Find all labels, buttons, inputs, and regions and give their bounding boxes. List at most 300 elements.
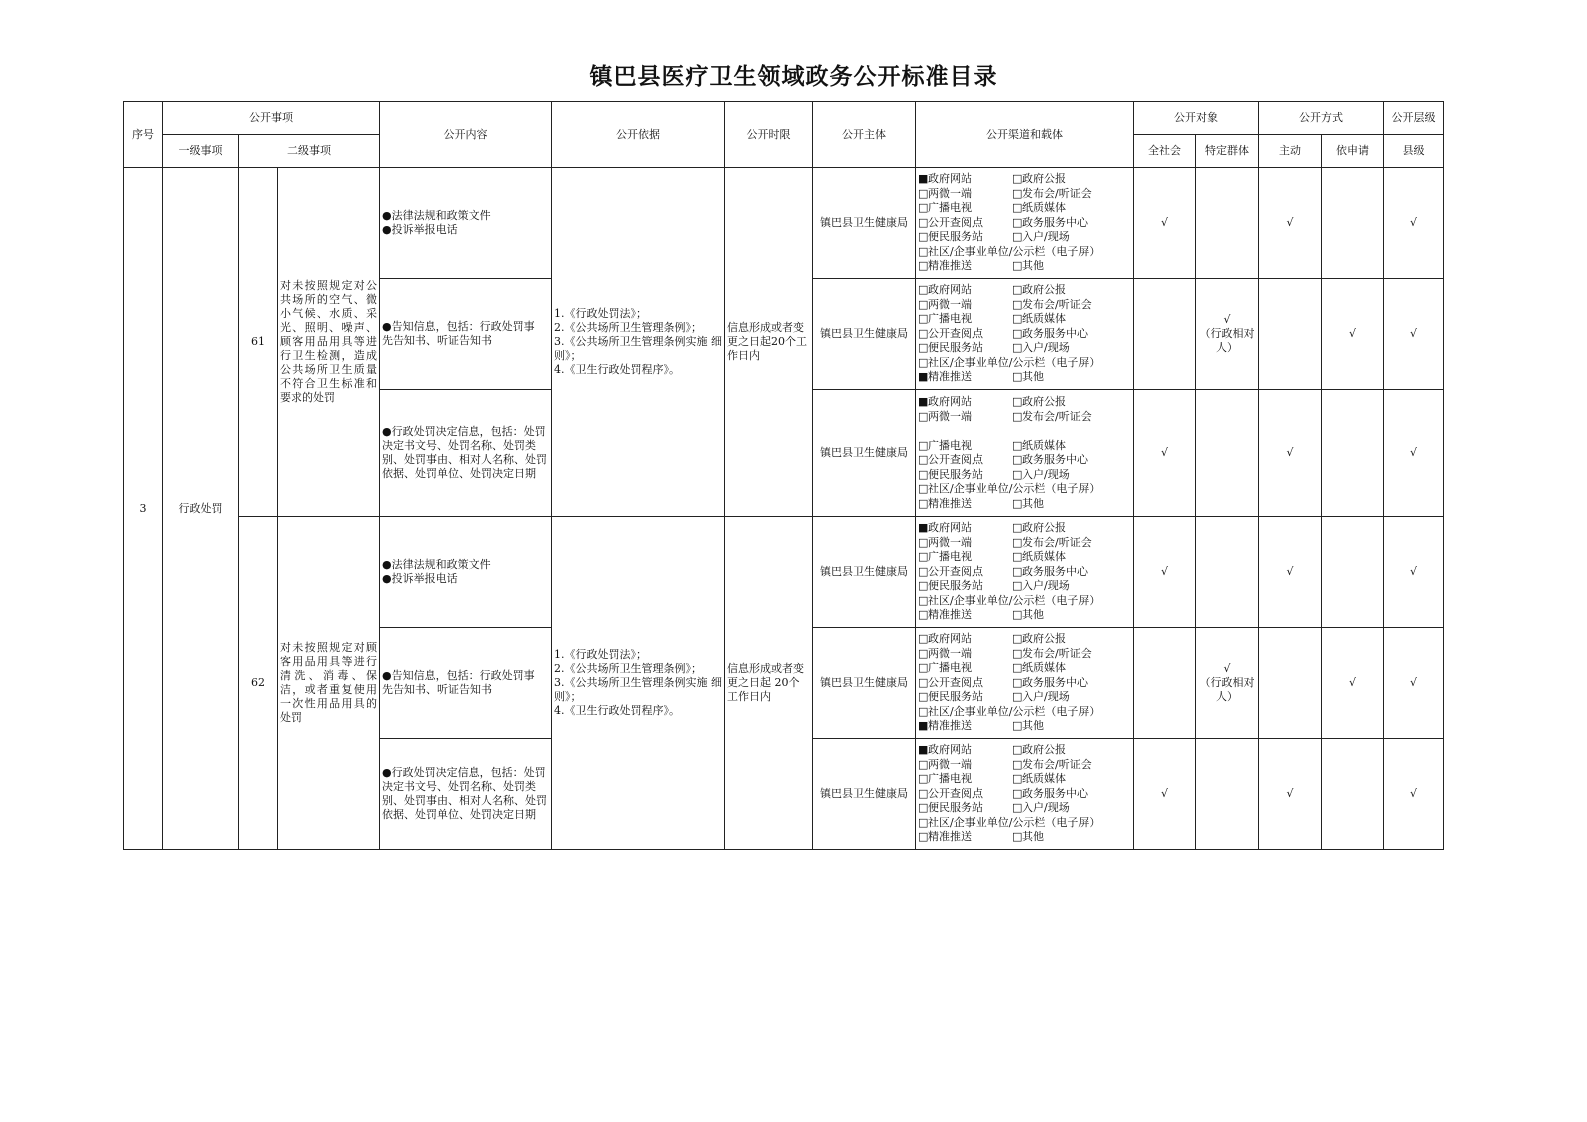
- channel-label: 广播电视: [928, 438, 973, 452]
- channel-option: [918, 216, 1012, 231]
- channel-option: [1012, 565, 1131, 580]
- county-mark: √: [1384, 517, 1444, 628]
- unchecked-box-icon: □: [918, 312, 929, 326]
- channel-option: [918, 187, 1012, 202]
- channel-option: [1012, 830, 1131, 845]
- unchecked-box-icon: □: [1012, 453, 1023, 466]
- unchecked-box-icon: □: [918, 215, 929, 229]
- channel-label: 两微一端: [928, 646, 973, 660]
- channel-label: 政府网站: [928, 172, 973, 186]
- unchecked-box-icon: □: [1012, 661, 1023, 675]
- channel-option: [1012, 801, 1131, 816]
- header-subject: 公开主体: [813, 102, 916, 168]
- channel-option: [1012, 424, 1131, 439]
- county-mark: √: [1384, 168, 1444, 279]
- subject-cell: 镇巴县卫生健康局: [813, 279, 916, 390]
- county-mark: √: [1384, 390, 1444, 517]
- unchecked-box-icon: □: [1012, 535, 1023, 549]
- unchecked-box-icon: □: [918, 815, 929, 829]
- content-cell: ●法律法规和政策文件 ●投诉举报电话: [380, 168, 552, 279]
- channel-label: 公开查阅点: [928, 564, 984, 578]
- channel-option: [918, 312, 1012, 327]
- channel-label: 政府网站: [928, 521, 973, 535]
- channel-option: [918, 370, 1012, 385]
- channel-option: [918, 521, 1012, 536]
- channel-label: 其他: [1022, 719, 1045, 733]
- channel-option: [918, 341, 1012, 356]
- channel-label: 发布会/听证会: [1022, 297, 1092, 311]
- table-row: [124, 517, 1444, 628]
- channel-label: 广播电视: [928, 772, 973, 786]
- channel-option: [918, 632, 1012, 647]
- channel-option: [1012, 719, 1131, 734]
- unchecked-box-icon: □: [918, 535, 929, 549]
- unchecked-box-icon: □: [918, 564, 929, 578]
- all-society-mark: √: [1134, 168, 1196, 279]
- channel-label: 入户/现场: [1022, 230, 1070, 244]
- channel-label: 两微一端: [928, 297, 973, 311]
- checked-box-icon: ■: [918, 172, 929, 186]
- channel-option: [1012, 497, 1131, 512]
- on-request-mark: [1322, 168, 1384, 279]
- channel-label: 社区/企事业单位/公示栏（电子屏）: [928, 244, 1101, 258]
- level2-item: 对未按照规定对公共场所的空气、微小气候、水质、采光、照明、噪声、顾客用品用具等进 行卫生检测，造成公共场所卫生质量不符合卫生标准和要求的处罚: [278, 168, 380, 517]
- channel-option: [1012, 298, 1131, 313]
- channel-label: 政府网站: [928, 283, 973, 297]
- channel-option: [1012, 327, 1131, 342]
- channel-label: 入户/现场: [1022, 579, 1070, 593]
- channel-label: 政务服务中心: [1022, 786, 1089, 800]
- unchecked-box-icon: □: [918, 801, 929, 815]
- channel-option: [1012, 172, 1131, 187]
- all-society-mark: [1134, 279, 1196, 390]
- time-limit-cell: 信息形成或者变更之日起20个工作日内: [725, 168, 813, 517]
- unchecked-box-icon: □: [1012, 409, 1023, 423]
- unchecked-box-icon: □: [1012, 186, 1023, 200]
- channel-option: [918, 743, 1012, 758]
- unchecked-box-icon: □: [918, 355, 929, 369]
- unchecked-box-icon: □: [918, 297, 929, 311]
- header-all-society: 全社会: [1134, 135, 1196, 168]
- channel-label: 政府网站: [928, 743, 973, 757]
- unchecked-box-icon: □: [1012, 608, 1023, 622]
- channel-option: [1012, 758, 1131, 773]
- unchecked-box-icon: □: [1012, 719, 1023, 733]
- unchecked-box-icon: □: [918, 690, 929, 704]
- unchecked-box-icon: □: [1012, 772, 1023, 786]
- channel-option: [918, 647, 1012, 662]
- channel-option: [918, 758, 1012, 773]
- unchecked-box-icon: □: [918, 453, 929, 466]
- unchecked-box-icon: □: [918, 632, 929, 646]
- channel-option: [1012, 521, 1131, 536]
- channel-option: [918, 830, 1012, 845]
- channel-list: [918, 521, 1131, 623]
- item-number: 62: [239, 517, 278, 850]
- channel-label: 政务服务中心: [1022, 564, 1089, 578]
- channel-label: 便民服务站: [928, 467, 984, 481]
- channel-label: 政府公报: [1022, 395, 1067, 408]
- header-county: 县级: [1384, 135, 1444, 168]
- channel-label: 纸质媒体: [1022, 550, 1067, 564]
- channel-label: 政府网站: [928, 632, 973, 646]
- unchecked-box-icon: □: [918, 283, 929, 297]
- channel-cell: [916, 628, 1134, 739]
- unchecked-box-icon: □: [1012, 467, 1023, 481]
- channel-label: 纸质媒体: [1022, 312, 1067, 326]
- channel-option: [918, 201, 1012, 216]
- channel-label: 精准推送: [928, 370, 973, 384]
- channel-option: [1012, 550, 1131, 565]
- unchecked-box-icon: □: [918, 201, 929, 215]
- channel-option: [918, 565, 1012, 580]
- unchecked-box-icon: □: [1012, 550, 1023, 564]
- unchecked-box-icon: □: [1012, 801, 1023, 815]
- header-basis: 公开依据: [552, 102, 725, 168]
- channel-label: 其他: [1022, 608, 1045, 622]
- unchecked-box-icon: □: [1012, 743, 1023, 757]
- unchecked-box-icon: □: [1012, 646, 1023, 660]
- channel-label: 政府公报: [1022, 521, 1067, 535]
- unchecked-box-icon: □: [918, 675, 929, 689]
- unchecked-box-icon: □: [1012, 521, 1023, 535]
- item-number: 61: [239, 168, 278, 517]
- channel-option: [1012, 647, 1131, 662]
- seq-cell: 3: [124, 168, 163, 850]
- channel-option: [918, 661, 1012, 676]
- page-title: 镇巴县医疗卫生领域政务公开标准目录: [589, 63, 998, 90]
- unchecked-box-icon: □: [918, 579, 929, 593]
- channel-label: 其他: [1022, 370, 1045, 384]
- subject-cell: 镇巴县卫生健康局: [813, 628, 916, 739]
- county-mark: √: [1384, 279, 1444, 390]
- subject-cell: 镇巴县卫生健康局: [813, 517, 916, 628]
- unchecked-box-icon: □: [918, 259, 929, 273]
- catalog-table: [123, 101, 1444, 850]
- all-society-mark: [1134, 628, 1196, 739]
- channel-label: 政务服务中心: [1022, 675, 1089, 689]
- channel-option: [918, 468, 1012, 483]
- channel-cell: [916, 517, 1134, 628]
- channel-label: 纸质媒体: [1022, 772, 1067, 786]
- checked-box-icon: ■: [918, 719, 929, 733]
- unchecked-box-icon: □: [1012, 496, 1023, 510]
- on-request-mark: [1322, 517, 1384, 628]
- active-mark: √: [1259, 390, 1322, 517]
- channel-option: [918, 453, 1012, 468]
- channel-option: [1012, 439, 1131, 454]
- specific-group-mark: √ （行政相对人）: [1196, 628, 1259, 739]
- unchecked-box-icon: □: [1012, 283, 1023, 297]
- channel-label: 发布会/听证会: [1022, 646, 1092, 660]
- unchecked-box-icon: □: [1012, 438, 1023, 452]
- channel-label: 发布会/听证会: [1022, 535, 1092, 549]
- channel-option: [1012, 230, 1131, 245]
- channel-cell: [916, 390, 1134, 517]
- unchecked-box-icon: □: [918, 467, 929, 481]
- channel-label: 精准推送: [928, 259, 973, 273]
- channel-option: [918, 497, 1012, 512]
- channel-label: 纸质媒体: [1022, 661, 1067, 675]
- unchecked-box-icon: □: [918, 496, 929, 510]
- channel-option: [918, 608, 1012, 623]
- content-cell: ●法律法规和政策文件 ●投诉举报电话: [380, 517, 552, 628]
- channel-option: [918, 579, 1012, 594]
- channel-option: [918, 676, 1012, 691]
- basis-cell: 1.《行政处罚法》； 2.《公共场所卫生管理条例》； 3.《公共场所卫生管理条例实施 细则》； 4.《卫生行政处罚程序》。: [552, 168, 725, 517]
- channel-option: [918, 327, 1012, 342]
- channel-option: [918, 298, 1012, 313]
- channel-option: [918, 594, 1131, 609]
- channel-option: [1012, 690, 1131, 705]
- unchecked-box-icon: □: [918, 186, 929, 200]
- channel-option: [1012, 312, 1131, 327]
- channel-option: [918, 536, 1012, 551]
- county-mark: √: [1384, 628, 1444, 739]
- checked-box-icon: ■: [918, 743, 929, 757]
- channel-option: [918, 482, 1131, 497]
- county-mark: √: [1384, 739, 1444, 850]
- channel-label: 便民服务站: [928, 230, 984, 244]
- channel-option: [918, 690, 1012, 705]
- channel-label: 精准推送: [928, 719, 973, 733]
- on-request-mark: [1322, 390, 1384, 517]
- header-method: 公开方式: [1259, 102, 1384, 135]
- unchecked-box-icon: □: [918, 646, 929, 660]
- channel-option: [1012, 216, 1131, 231]
- channel-list: [918, 395, 1131, 511]
- unchecked-box-icon: □: [918, 661, 929, 675]
- unchecked-box-icon: □: [918, 830, 929, 844]
- active-mark: [1259, 279, 1322, 390]
- channel-label: 入户/现场: [1022, 690, 1070, 704]
- channel-label: 发布会/听证会: [1022, 409, 1092, 423]
- unchecked-box-icon: □: [918, 230, 929, 244]
- unchecked-box-icon: □: [1012, 215, 1023, 229]
- header-target: 公开对象: [1134, 102, 1259, 135]
- channel-option: [918, 705, 1131, 720]
- channel-cell: [916, 739, 1134, 850]
- channel-label: 政务服务中心: [1022, 453, 1089, 466]
- specific-group-mark: [1196, 390, 1259, 517]
- channel-option: [1012, 772, 1131, 787]
- channel-label: 政府公报: [1022, 743, 1067, 757]
- header-matter: 公开事项: [163, 102, 380, 135]
- unchecked-box-icon: □: [1012, 370, 1023, 384]
- unchecked-box-icon: □: [1012, 757, 1023, 771]
- channel-option: [918, 801, 1012, 816]
- unchecked-box-icon: □: [1012, 564, 1023, 578]
- channel-label: 两微一端: [928, 757, 973, 771]
- unchecked-box-icon: □: [1012, 579, 1023, 593]
- table-row: [124, 168, 1444, 279]
- channel-label: 公开查阅点: [928, 786, 984, 800]
- channel-option: [1012, 608, 1131, 623]
- channel-option: [918, 410, 1012, 425]
- channel-label: 两微一端: [928, 535, 973, 549]
- channel-option: [918, 283, 1012, 298]
- unchecked-box-icon: □: [918, 326, 929, 340]
- channel-label: 其他: [1022, 496, 1045, 510]
- unchecked-box-icon: □: [1012, 230, 1023, 244]
- unchecked-box-icon: □: [1012, 675, 1023, 689]
- active-mark: √: [1259, 517, 1322, 628]
- channel-label: 其他: [1022, 259, 1045, 273]
- channel-option: [918, 245, 1131, 260]
- channel-label: 广播电视: [928, 201, 973, 215]
- channel-label: 广播电视: [928, 661, 973, 675]
- channel-label: 社区/企事业单位/公示栏（电子屏）: [928, 593, 1101, 607]
- channel-option: [918, 230, 1012, 245]
- channel-option: [918, 395, 1012, 410]
- checked-box-icon: ■: [918, 521, 929, 535]
- unchecked-box-icon: □: [1012, 690, 1023, 704]
- basis-cell: 1.《行政处罚法》； 2.《公共场所卫生管理条例》； 3.《公共场所卫生管理条例实施 细则》； 4.《卫生行政处罚程序》。: [552, 517, 725, 850]
- all-society-mark: √: [1134, 739, 1196, 850]
- channel-option: [1012, 201, 1131, 216]
- channel-label: 广播电视: [928, 312, 973, 326]
- channel-option: [918, 424, 1012, 439]
- channel-cell: [916, 168, 1134, 279]
- checked-box-icon: ■: [918, 370, 929, 384]
- channel-label: 发布会/听证会: [1022, 757, 1092, 771]
- unchecked-box-icon: □: [918, 593, 929, 607]
- channel-label: 便民服务站: [928, 341, 984, 355]
- header-level1: 一级事项: [163, 135, 239, 168]
- all-society-mark: √: [1134, 390, 1196, 517]
- subject-cell: 镇巴县卫生健康局: [813, 390, 916, 517]
- channel-option: [918, 259, 1012, 274]
- channel-option: [1012, 661, 1131, 676]
- channel-label: 公开查阅点: [928, 675, 984, 689]
- channel-label: 政务服务中心: [1022, 326, 1089, 340]
- specific-group-mark: √ （行政相对人）: [1196, 279, 1259, 390]
- channel-label: 社区/企事业单位/公示栏（电子屏）: [928, 815, 1101, 829]
- channel-option: [1012, 259, 1131, 274]
- channel-option: [918, 172, 1012, 187]
- active-mark: √: [1259, 168, 1322, 279]
- on-request-mark: [1322, 739, 1384, 850]
- content-cell: ●告知信息，包括：行政处罚事 先告知书、听证告知书: [380, 279, 552, 390]
- channel-option: [918, 550, 1012, 565]
- channel-option: [1012, 787, 1131, 802]
- channel-option: [1012, 453, 1131, 468]
- channel-option: [918, 439, 1012, 454]
- channel-label: 两微一端: [928, 186, 973, 200]
- unchecked-box-icon: □: [1012, 259, 1023, 273]
- unchecked-box-icon: □: [918, 550, 929, 564]
- content-cell: ●行政处罚决定信息，包括：处罚决定书文号、处罚名称、处罚类别、处罚事由、相对人名称、处罚依据、处罚单位、处罚决定日期: [380, 739, 552, 850]
- channel-label: 公开查阅点: [928, 215, 984, 229]
- channel-label: 两微一端: [928, 409, 973, 423]
- channel-option: [918, 787, 1012, 802]
- level1-cell: 行政处罚: [163, 168, 239, 850]
- header-seq: 序号: [124, 102, 163, 168]
- channel-option: [1012, 395, 1131, 410]
- channel-cell: [916, 279, 1134, 390]
- channel-label: 精准推送: [928, 830, 973, 844]
- channel-option: [1012, 410, 1131, 425]
- header-level2: 二级事项: [239, 135, 380, 168]
- on-request-mark: √: [1322, 628, 1384, 739]
- unchecked-box-icon: □: [1012, 830, 1023, 844]
- channel-label: 便民服务站: [928, 690, 984, 704]
- channel-option: [1012, 676, 1131, 691]
- channel-option: [918, 816, 1131, 831]
- channel-list: [918, 172, 1131, 274]
- channel-label: 政府网站: [928, 395, 973, 408]
- header-content: 公开内容: [380, 102, 552, 168]
- channel-label: 广播电视: [928, 550, 973, 564]
- channel-option: [1012, 283, 1131, 298]
- channel-label: 政府公报: [1022, 172, 1067, 186]
- channel-option: [1012, 536, 1131, 551]
- specific-group-mark: [1196, 517, 1259, 628]
- channel-label: 入户/现场: [1022, 467, 1070, 481]
- channel-label: 其他: [1022, 830, 1045, 844]
- unchecked-box-icon: □: [918, 704, 929, 718]
- unchecked-box-icon: □: [918, 244, 929, 258]
- channel-option: [1012, 743, 1131, 758]
- unchecked-box-icon: □: [918, 786, 929, 800]
- channel-option: [1012, 341, 1131, 356]
- subject-cell: 镇巴县卫生健康局: [813, 739, 916, 850]
- subject-cell: 镇巴县卫生健康局: [813, 168, 916, 279]
- header-row-1: [124, 102, 1444, 135]
- header-active: 主动: [1259, 135, 1322, 168]
- unchecked-box-icon: □: [1012, 297, 1023, 311]
- channel-label: 社区/企事业单位/公示栏（电子屏）: [928, 704, 1101, 718]
- channel-option: [1012, 632, 1131, 647]
- channel-label: 入户/现场: [1022, 341, 1070, 355]
- channel-label: 便民服务站: [928, 801, 984, 815]
- channel-label: 公开查阅点: [928, 453, 984, 466]
- channel-option: [1012, 579, 1131, 594]
- channel-option: [1012, 370, 1131, 385]
- channel-list: [918, 283, 1131, 385]
- all-society-mark: √: [1134, 517, 1196, 628]
- checked-box-icon: ■: [918, 395, 929, 408]
- channel-option: [1012, 468, 1131, 483]
- channel-label: 社区/企事业单位/公示栏（电子屏）: [928, 482, 1101, 495]
- unchecked-box-icon: □: [1012, 395, 1023, 408]
- unchecked-box-icon: □: [1012, 326, 1023, 340]
- channel-label: 纸质媒体: [1022, 438, 1067, 452]
- header-specific-group: 特定群体: [1196, 135, 1259, 168]
- unchecked-box-icon: □: [918, 757, 929, 771]
- header-on-request: 依申请: [1322, 135, 1384, 168]
- active-mark: [1259, 628, 1322, 739]
- level2-item: 对未按照规定对顾 客用品用具等进行 清洗、消毒、保 洁，或者重复使用一次性用品用具的处罚: [278, 517, 380, 850]
- channel-label: 发布会/听证会: [1022, 186, 1092, 200]
- channel-label: 政务服务中心: [1022, 215, 1089, 229]
- channel-option: [918, 356, 1131, 371]
- unchecked-box-icon: □: [918, 608, 929, 622]
- specific-group-mark: [1196, 168, 1259, 279]
- channel-option: [918, 719, 1012, 734]
- channel-option: [1012, 187, 1131, 202]
- channel-label: 政府公报: [1022, 283, 1067, 297]
- channel-label: 入户/现场: [1022, 801, 1070, 815]
- channel-option: [918, 772, 1012, 787]
- on-request-mark: √: [1322, 279, 1384, 390]
- channel-label: 社区/企事业单位/公示栏（电子屏）: [928, 355, 1101, 369]
- content-cell: ●行政处罚决定信息，包括：处罚决定书文号、处罚名称、处罚类别、处罚事由、相对人名称、处罚依据、处罚单位、处罚决定日期: [380, 390, 552, 517]
- channel-label: 便民服务站: [928, 579, 984, 593]
- unchecked-box-icon: □: [1012, 786, 1023, 800]
- header-level: 公开层级: [1384, 102, 1444, 135]
- content-cell: ●告知信息，包括：行政处罚事 先告知书、听证告知书: [380, 628, 552, 739]
